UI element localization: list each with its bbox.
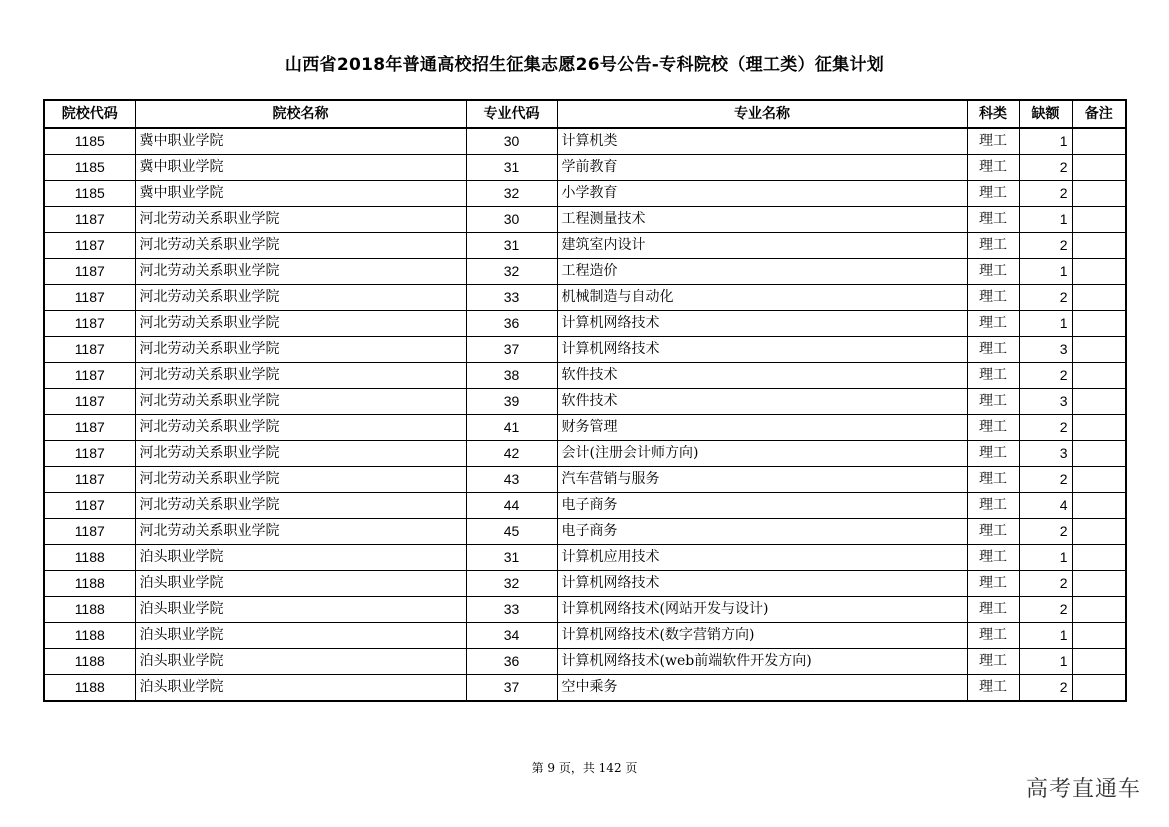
school-code-cell: 1187 <box>44 519 135 545</box>
note-cell <box>1072 389 1126 415</box>
table-row <box>44 623 1126 649</box>
note-cell <box>1072 337 1126 363</box>
school-name-cell: 河北劳动关系职业学院 <box>135 441 466 467</box>
table-row <box>44 259 1126 285</box>
category-cell: 理工 <box>967 571 1019 597</box>
major-name-cell: 计算机类 <box>557 128 967 155</box>
major-name-cell: 空中乘务 <box>557 675 967 702</box>
school-code-cell: 1187 <box>44 311 135 337</box>
major-name-cell: 软件技术 <box>557 363 967 389</box>
school-code-cell: 1187 <box>44 259 135 285</box>
major-code-cell: 32 <box>466 259 557 285</box>
school-code-cell: 1187 <box>44 415 135 441</box>
table-row <box>44 337 1126 363</box>
school-code-cell: 1188 <box>44 675 135 702</box>
category-cell: 理工 <box>967 545 1019 571</box>
school-name-cell: 河北劳动关系职业学院 <box>135 389 466 415</box>
school-name-cell: 冀中职业学院 <box>135 181 466 207</box>
major-code-cell: 30 <box>466 128 557 155</box>
vacancy-cell: 2 <box>1019 467 1072 493</box>
category-cell: 理工 <box>967 259 1019 285</box>
vacancy-cell: 4 <box>1019 493 1072 519</box>
category-cell: 理工 <box>967 597 1019 623</box>
table-row <box>44 155 1126 181</box>
school-name-cell: 冀中职业学院 <box>135 155 466 181</box>
school-code-cell: 1187 <box>44 363 135 389</box>
major-name-cell: 计算机应用技术 <box>557 545 967 571</box>
vacancy-cell: 2 <box>1019 415 1072 441</box>
major-name-cell: 小学教育 <box>557 181 967 207</box>
school-code-cell: 1187 <box>44 233 135 259</box>
school-name-cell: 泊头职业学院 <box>135 597 466 623</box>
school-name-cell: 泊头职业学院 <box>135 623 466 649</box>
category-cell: 理工 <box>967 233 1019 259</box>
major-name-cell: 机械制造与自动化 <box>557 285 967 311</box>
category-cell: 理工 <box>967 389 1019 415</box>
major-name-cell: 计算机网络技术(网站开发与设计) <box>557 597 967 623</box>
school-name-cell: 河北劳动关系职业学院 <box>135 519 466 545</box>
table-row <box>44 415 1126 441</box>
table-row <box>44 493 1126 519</box>
vacancy-cell: 3 <box>1019 389 1072 415</box>
major-code-cell: 42 <box>466 441 557 467</box>
table-row <box>44 441 1126 467</box>
school-code-cell: 1188 <box>44 623 135 649</box>
page-number: 第 9 页，共 142 页 <box>531 761 638 775</box>
table-row <box>44 545 1126 571</box>
school-code-cell: 1188 <box>44 545 135 571</box>
school-code-cell: 1187 <box>44 337 135 363</box>
school-name-cell: 河北劳动关系职业学院 <box>135 415 466 441</box>
table-row <box>44 207 1126 233</box>
major-code-cell: 32 <box>466 571 557 597</box>
major-name-cell: 电子商务 <box>557 519 967 545</box>
major-code-cell: 31 <box>466 155 557 181</box>
note-cell <box>1072 467 1126 493</box>
note-cell <box>1072 233 1126 259</box>
table-row <box>44 389 1126 415</box>
major-name-cell: 会计(注册会计师方向) <box>557 441 967 467</box>
note-cell <box>1072 285 1126 311</box>
category-cell: 理工 <box>967 441 1019 467</box>
school-name-cell: 泊头职业学院 <box>135 649 466 675</box>
school-name-cell: 河北劳动关系职业学院 <box>135 337 466 363</box>
note-cell <box>1072 545 1126 571</box>
table-row <box>44 233 1126 259</box>
school-name-cell: 冀中职业学院 <box>135 128 466 155</box>
major-code-cell: 43 <box>466 467 557 493</box>
category-cell: 理工 <box>967 181 1019 207</box>
header-note: 备注 <box>1072 100 1126 128</box>
school-code-cell: 1187 <box>44 207 135 233</box>
major-name-cell: 财务管理 <box>557 415 967 441</box>
school-name-cell: 泊头职业学院 <box>135 571 466 597</box>
table-row <box>44 181 1126 207</box>
major-name-cell: 工程测量技术 <box>557 207 967 233</box>
category-cell: 理工 <box>967 415 1019 441</box>
major-name-cell: 汽车营销与服务 <box>557 467 967 493</box>
table-row <box>44 571 1126 597</box>
note-cell <box>1072 623 1126 649</box>
note-cell <box>1072 415 1126 441</box>
major-code-cell: 38 <box>466 363 557 389</box>
header-category: 科类 <box>967 100 1019 128</box>
major-code-cell: 30 <box>466 207 557 233</box>
vacancy-cell: 1 <box>1019 649 1072 675</box>
school-name-cell: 河北劳动关系职业学院 <box>135 493 466 519</box>
school-name-cell: 河北劳动关系职业学院 <box>135 467 466 493</box>
note-cell <box>1072 441 1126 467</box>
document-title: 山西省2018年普通高校招生征集志愿26号公告-专科院校（理工类）征集计划 <box>284 55 885 75</box>
header-major-name: 专业名称 <box>557 100 967 128</box>
header-major-code: 专业代码 <box>466 100 557 128</box>
note-cell <box>1072 519 1126 545</box>
major-code-cell: 31 <box>466 545 557 571</box>
note-cell <box>1072 181 1126 207</box>
category-cell: 理工 <box>967 311 1019 337</box>
major-code-cell: 37 <box>466 675 557 702</box>
table-row <box>44 128 1126 155</box>
table-row <box>44 519 1126 545</box>
school-name-cell: 河北劳动关系职业学院 <box>135 311 466 337</box>
category-cell: 理工 <box>967 363 1019 389</box>
school-code-cell: 1188 <box>44 597 135 623</box>
major-name-cell: 计算机网络技术 <box>557 337 967 363</box>
vacancy-cell: 2 <box>1019 597 1072 623</box>
category-cell: 理工 <box>967 649 1019 675</box>
watermark: 高考直通车 <box>1025 777 1141 802</box>
note-cell <box>1072 363 1126 389</box>
major-name-cell: 计算机网络技术(web前端软件开发方向) <box>557 649 967 675</box>
major-name-cell: 软件技术 <box>557 389 967 415</box>
vacancy-cell: 2 <box>1019 233 1072 259</box>
category-cell: 理工 <box>967 675 1019 702</box>
school-code-cell: 1187 <box>44 389 135 415</box>
major-name-cell: 计算机网络技术(数字营销方向) <box>557 623 967 649</box>
major-code-cell: 31 <box>466 233 557 259</box>
major-code-cell: 33 <box>466 285 557 311</box>
vacancy-cell: 3 <box>1019 337 1072 363</box>
school-code-cell: 1185 <box>44 128 135 155</box>
school-name-cell: 泊头职业学院 <box>135 675 466 702</box>
school-code-cell: 1187 <box>44 441 135 467</box>
table-row <box>44 467 1126 493</box>
table-body <box>44 128 1126 701</box>
table-row <box>44 649 1126 675</box>
note-cell <box>1072 649 1126 675</box>
category-cell: 理工 <box>967 337 1019 363</box>
major-code-cell: 33 <box>466 597 557 623</box>
school-code-cell: 1188 <box>44 649 135 675</box>
school-name-cell: 河北劳动关系职业学院 <box>135 207 466 233</box>
vacancy-cell: 1 <box>1019 311 1072 337</box>
school-code-cell: 1187 <box>44 467 135 493</box>
school-name-cell: 河北劳动关系职业学院 <box>135 233 466 259</box>
header-vacancy: 缺额 <box>1019 100 1072 128</box>
vacancy-cell: 2 <box>1019 571 1072 597</box>
major-code-cell: 36 <box>466 311 557 337</box>
header-school-name: 院校名称 <box>135 100 466 128</box>
header-school-code: 院校代码 <box>44 100 135 128</box>
vacancy-cell: 2 <box>1019 519 1072 545</box>
note-cell <box>1072 259 1126 285</box>
category-cell: 理工 <box>967 207 1019 233</box>
major-code-cell: 41 <box>466 415 557 441</box>
major-name-cell: 建筑室内设计 <box>557 233 967 259</box>
vacancy-cell: 1 <box>1019 128 1072 155</box>
school-name-cell: 河北劳动关系职业学院 <box>135 259 466 285</box>
school-code-cell: 1187 <box>44 285 135 311</box>
vacancy-cell: 2 <box>1019 363 1072 389</box>
table-row <box>44 597 1126 623</box>
category-cell: 理工 <box>967 467 1019 493</box>
category-cell: 理工 <box>967 155 1019 181</box>
note-cell <box>1072 155 1126 181</box>
table-row <box>44 285 1126 311</box>
note-cell <box>1072 597 1126 623</box>
vacancy-cell: 2 <box>1019 285 1072 311</box>
school-name-cell: 泊头职业学院 <box>135 545 466 571</box>
category-cell: 理工 <box>967 519 1019 545</box>
note-cell <box>1072 128 1126 155</box>
school-code-cell: 1185 <box>44 181 135 207</box>
category-cell: 理工 <box>967 493 1019 519</box>
table-row <box>44 311 1126 337</box>
note-cell <box>1072 675 1126 702</box>
note-cell <box>1072 493 1126 519</box>
major-code-cell: 36 <box>466 649 557 675</box>
school-code-cell: 1187 <box>44 493 135 519</box>
note-cell <box>1072 571 1126 597</box>
major-code-cell: 37 <box>466 337 557 363</box>
school-name-cell: 河北劳动关系职业学院 <box>135 285 466 311</box>
major-name-cell: 计算机网络技术 <box>557 311 967 337</box>
major-name-cell: 学前教育 <box>557 155 967 181</box>
major-name-cell: 工程造价 <box>557 259 967 285</box>
enrollment-plan-table <box>43 99 1127 702</box>
note-cell <box>1072 207 1126 233</box>
vacancy-cell: 1 <box>1019 207 1072 233</box>
school-name-cell: 河北劳动关系职业学院 <box>135 363 466 389</box>
category-cell: 理工 <box>967 128 1019 155</box>
vacancy-cell: 3 <box>1019 441 1072 467</box>
table-row <box>44 363 1126 389</box>
category-cell: 理工 <box>967 623 1019 649</box>
major-name-cell: 计算机网络技术 <box>557 571 967 597</box>
school-code-cell: 1185 <box>44 155 135 181</box>
major-code-cell: 39 <box>466 389 557 415</box>
major-name-cell: 电子商务 <box>557 493 967 519</box>
table-header-row <box>44 100 1126 128</box>
major-code-cell: 32 <box>466 181 557 207</box>
category-cell: 理工 <box>967 285 1019 311</box>
major-code-cell: 44 <box>466 493 557 519</box>
note-cell <box>1072 311 1126 337</box>
vacancy-cell: 1 <box>1019 545 1072 571</box>
major-code-cell: 34 <box>466 623 557 649</box>
vacancy-cell: 1 <box>1019 623 1072 649</box>
major-code-cell: 45 <box>466 519 557 545</box>
vacancy-cell: 2 <box>1019 181 1072 207</box>
vacancy-cell: 2 <box>1019 155 1072 181</box>
vacancy-cell: 2 <box>1019 675 1072 702</box>
vacancy-cell: 1 <box>1019 259 1072 285</box>
table-row <box>44 675 1126 702</box>
school-code-cell: 1188 <box>44 571 135 597</box>
